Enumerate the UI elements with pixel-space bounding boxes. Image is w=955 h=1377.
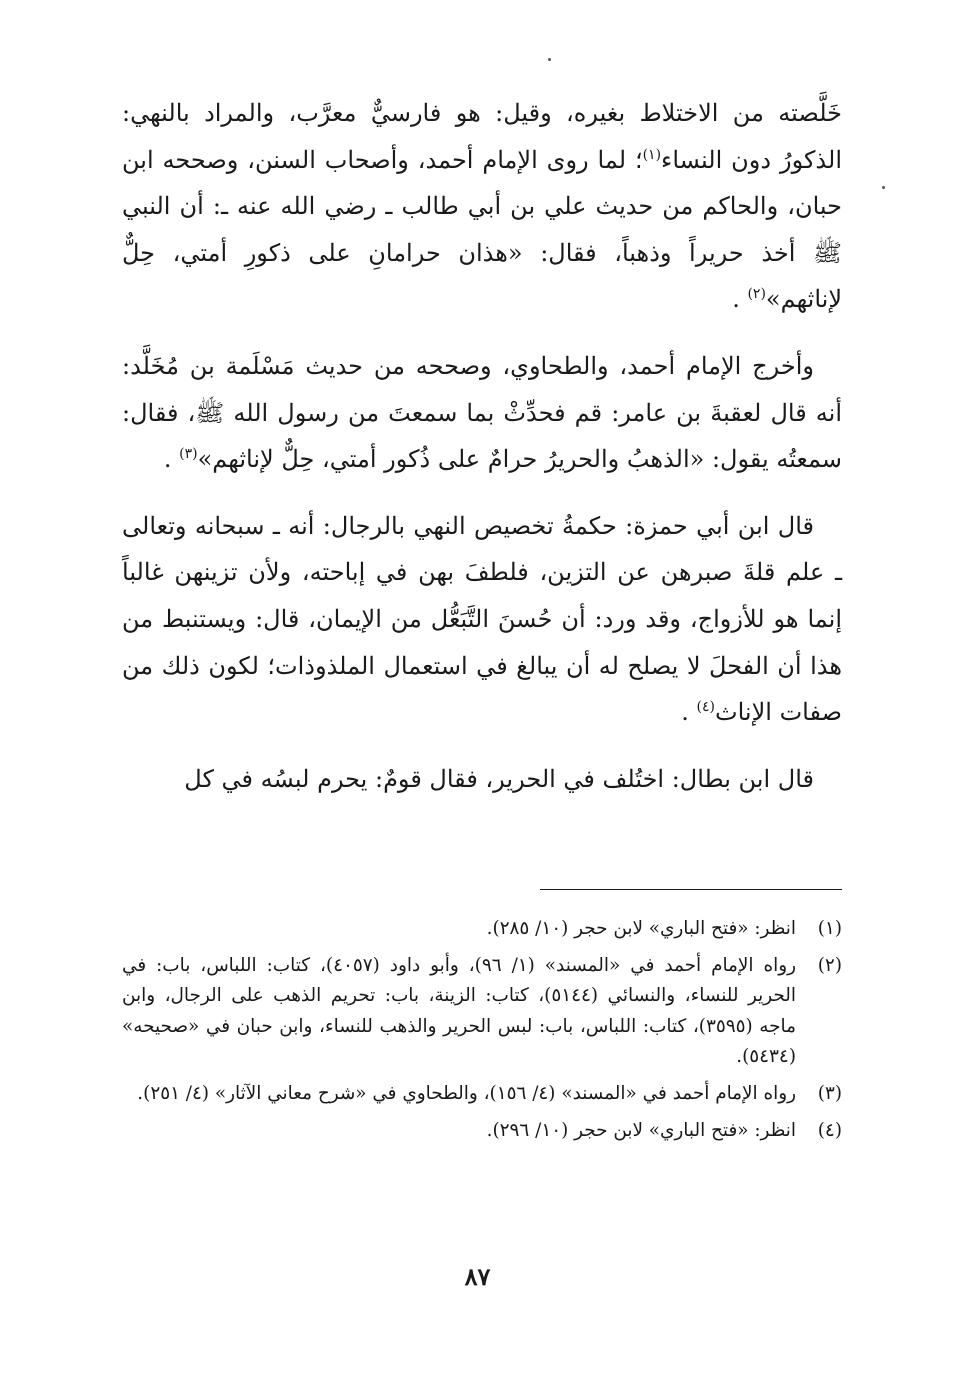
footnote-number: (٣) <box>817 1082 842 1104</box>
paragraph-text: وأخرج الإمام أحمد، والطحاوي، وصححه من حديث مَسْلَمة بن مُخَلَّد: أنه قال لعقبةَ بن عامر: قم فحدِّثْ بما سمعتَ من رسول الله ﷺ، فقال: سمعتُه يقول: «الذهبُ والحريرُ حرامٌ على ذُكور أمتي، حِلٌّ لإناثهم» <box>122 351 842 474</box>
paragraph <box>122 343 842 483</box>
footnote-reference: (٢) <box>747 286 766 303</box>
paragraph-text: قال ابن أبي حمزة: حكمةُ تخصيص النهي بالرجال: أنه ـ سبحانه وتعالى ـ علم قلةَ صبرهن عن التزين، فلطفَ بهن في إباحته، ولأن تزينهن غالباً إنما هو للأزواج، وقد ورد: أن حُسنَ التَّبَعُّل من الإيمان، قال: ويستنبط من هذا أن الفحلَ لا يصلح له أن يبالغ في استعمال الملذوذات؛ لكون ذلك من صفات الإناث <box>122 511 842 727</box>
footnote-reference: (٤) <box>696 699 715 716</box>
paragraph-text: . <box>732 285 748 314</box>
footnote-item <box>122 1116 842 1147</box>
main-text-body <box>122 90 842 822</box>
paragraph <box>122 90 842 323</box>
paragraph-text: خَلَّصته من الاختلاط بغيره، وقيل: هو فارسيٌّ معرَّب، والمراد بالنهي: الذكورُ دون النساء <box>122 99 842 174</box>
paragraph <box>122 503 842 736</box>
paragraph-text: ؛ لما روى الإمام أحمد، وأصحاب السنن، وصححه ابن حبان، والحاكم من حديث علي بن أبي طالب ـ رضي الله عنه ـ: أن النبي ﷺ أخذ حريراً وذهباً، فقال: «هذان حرامانِ على ذكورِ أمتي، حِلٌّ لإناثهم» <box>122 145 842 314</box>
footnote-text: رواه الإمام أحمد في «المسند» (٤/ ١٥٦)، والطحاوي في «شرح معاني الآثار» (٤/ ٢٥١). <box>137 1082 796 1104</box>
footnote-text: انظر: «فتح الباري» لابن حجر (١٠/ ٢٨٥). <box>486 918 796 939</box>
footnote-number: (٢) <box>817 954 842 976</box>
paragraph-text: قال ابن بطال: اختُلف في الحرير، فقال قومٌ: يحرم لبسُه في كل <box>184 764 814 793</box>
footnote-reference: (٣) <box>179 446 198 463</box>
footnote-item <box>122 1079 842 1110</box>
footnote-text: انظر: «فتح الباري» لابن حجر (١٠/ ٢٩٦). <box>486 1119 796 1141</box>
footnote-reference: (١) <box>642 146 662 163</box>
margin-speck <box>548 58 551 61</box>
footnote-item <box>122 951 842 1073</box>
paragraph <box>122 756 842 803</box>
footnote-number: (١) <box>817 918 842 939</box>
page-number: ٨٧ <box>464 1262 491 1291</box>
paragraph-text: . <box>163 445 180 474</box>
footnote-text: رواه الإمام أحمد في «المسند» (١/ ٩٦)، وأبو داود (٤٠٥٧)، كتاب: اللباس، باب: في الحرير للنساء، والنسائي (٥١٤٤)، كتاب: الزينة، باب: تحريم الذهب على الرجال، وابن ماجه (٣٥٩٥)، كتاب: اللباس، باب: لبس الحرير والذهب للنساء، وابن حبان في «صحيحه» (٥٤٣٤). <box>122 954 796 1068</box>
paragraph-text: . <box>681 698 697 727</box>
footnote-item <box>122 914 842 945</box>
margin-speck <box>882 186 885 189</box>
footnotes <box>122 914 842 1152</box>
footnote-separator <box>540 889 842 890</box>
footnote-number: (٤) <box>817 1119 842 1141</box>
